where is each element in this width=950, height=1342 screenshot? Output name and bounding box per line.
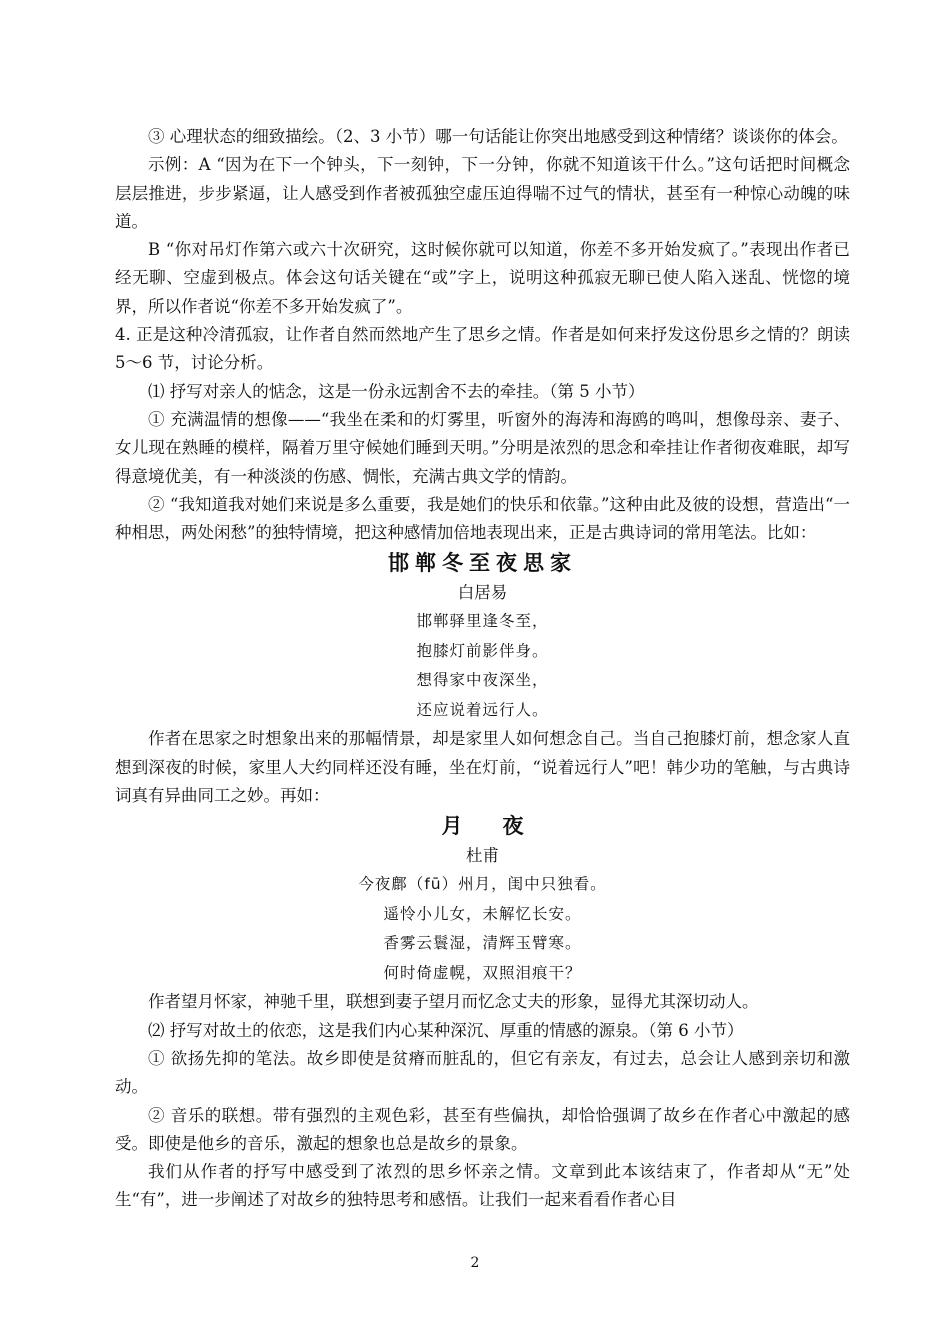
poem-line: 遥怜小儿女，未解忆长安。 bbox=[383, 904, 582, 923]
paragraph-question-4: 4. 正是这种冷清孤寂，让作者自然而然地产生了思乡之情。作者是如何来抒发这份思乡之情的？朗读 5～6 节，讨论分析。 bbox=[115, 325, 850, 373]
poem-author: 白居易 bbox=[457, 583, 508, 603]
poem-yueye bbox=[115, 810, 850, 988]
paragraph-section-2: ⑵ 抒写对故土的依恋，这是我们内心某种深沉、厚重的情感的源泉。（第 6 小节） bbox=[148, 1020, 744, 1040]
poem-handan bbox=[115, 547, 850, 725]
poem-title: 月夜 bbox=[441, 814, 564, 839]
page-number: 2 bbox=[470, 1255, 480, 1271]
poem-line: 想得家中夜深坐， bbox=[416, 671, 549, 690]
page-content bbox=[115, 123, 850, 1215]
poem-line: 抱膝灯前影伴身。 bbox=[416, 641, 549, 660]
paragraph-example-a: 示例：A “因为在下一个钟头，下一刻钟，下一分钟，你就不知道该干什么。”这句话把时间概念层层推进，步步紧逼，让人感受到作者被孤独空虚压迫得喘不过气的情状，甚至有一种惊心动魄的味道。 bbox=[115, 155, 850, 231]
poem-line: 今夜鄜（fū）州月，闺中只独看。 bbox=[358, 875, 607, 894]
poem-line: 还应说着远行人。 bbox=[416, 700, 549, 719]
poem-title: 邯郸冬至夜思家 bbox=[388, 551, 577, 576]
paragraph-example-b: B “你对吊灯作第六或六十次研究，这时候你就可以知道，你差不多开始发疯了。”表现出作者已经无聊、空虚到极点。体会这句话关键在“或”字上，说明这种孤寂无聊已使人陷入迷乱、恍惚的境界，所以作者说“你差不多开始发疯了”。 bbox=[115, 240, 850, 316]
paragraph-point-2-b: ② 音乐的联想。带有强烈的主观色彩，甚至有些偏执，却恰恰强调了故乡在作者心中激起的感受。即使是他乡的音乐，激起的想象也总是故乡的景象。 bbox=[115, 1105, 850, 1153]
paragraph-point-2: ② “我知道我对她们来说是多么重要，我是她们的快乐和依靠。”这种由此及彼的设想，营造出“一种相思，两处闲愁”的独特情境，把这种感情加倍地表现出来，正是古典诗词的常用笔法。比如： bbox=[115, 494, 850, 543]
poem-line: 香雾云鬟湿，清辉玉臂寒。 bbox=[383, 934, 582, 953]
paragraph-point-1: ① 充满温情的想像——“我坐在柔和的灯雾里，听窗外的海涛和海鸥的鸣叫，想像母亲、妻子、女儿现在熟睡的模样，隔着万里守候她们睡到天明。”分明是浓烈的思念和牵挂让作者彻夜难眠，却写得意境优美，有一种淡淡的伤感、惆怅，充满古典文学的情韵。 bbox=[115, 409, 850, 486]
poem-line: 何时倚虚幌，双照泪痕干？ bbox=[383, 963, 582, 982]
paragraph-poem-analysis: 作者在思家之时想象出来的那幅情景，却是家里人如何想念自己。当自己抱膝灯前，想念家人直想到深夜的时候，家里人大约同样还没有睡，坐在灯前，“说着远行人”吧！韩少功的笔触，与古典诗词真有异曲同工之妙。再如： bbox=[115, 729, 850, 806]
paragraph-psych-description: ③ 心理状态的细致描绘。（2、3 小节）哪一句话能让你突出地感受到这种情绪？谈谈你的体会。 bbox=[148, 127, 848, 146]
paragraph-conclusion: 我们从作者的抒写中感受到了浓烈的思乡怀亲之情。文章到此本该结束了，作者却从“无”处生“有”，进一步阐述了对故乡的独特思考和感悟。让我们一起来看看作者心目 bbox=[115, 1162, 850, 1210]
paragraph-point-1-b: ① 欲扬先抑的笔法。故乡即使是贫瘠而脏乱的，但它有亲友，有过去，总会让人感到亲切和激动。 bbox=[115, 1048, 850, 1097]
paragraph-section-1: ⑴ 抒写对亲人的惦念，这是一份永远割舍不去的牵挂。（第 5 小节） bbox=[148, 381, 645, 401]
poem-line: 邯郸驿里逢冬至， bbox=[416, 612, 549, 631]
poem-author: 杜甫 bbox=[466, 846, 499, 866]
paragraph-moon-analysis: 作者望月怀家，神驰千里，联想到妻子望月而忆念丈夫的形象，显得尤其深切动人。 bbox=[148, 992, 759, 1012]
